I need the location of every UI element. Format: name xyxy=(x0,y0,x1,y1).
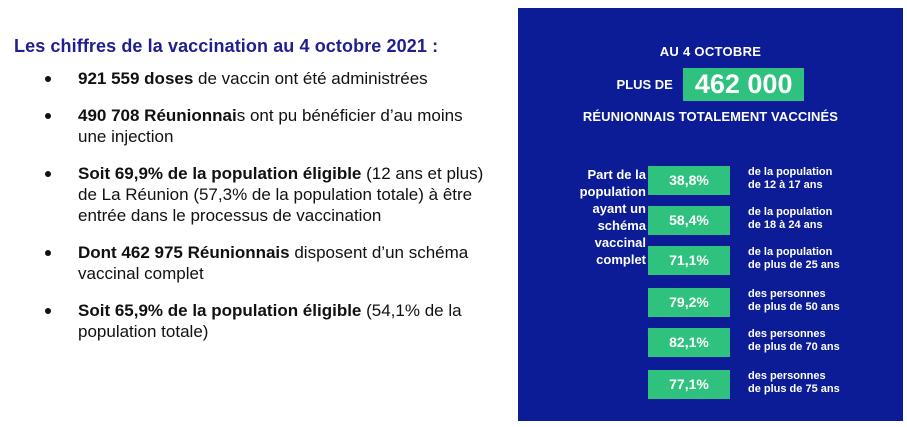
stat-description-line: de 12 à 17 ans xyxy=(748,179,823,191)
stat-description xyxy=(748,370,898,396)
bullet-text: de vaccin ont été administrées xyxy=(193,69,428,88)
headline-prefix: PLUS DE xyxy=(616,77,673,92)
stat-description xyxy=(748,288,898,314)
bullet-bold-text: Soit 65,9% de la population éligible xyxy=(78,301,362,320)
headline-number: 462 000 xyxy=(683,68,805,101)
bullet-bold-text: Dont 462 975 Réunionnais xyxy=(78,243,290,262)
stat-row xyxy=(648,206,898,235)
bullet-icon xyxy=(45,76,51,82)
stat-value: 38,8% xyxy=(648,166,730,195)
summary-list xyxy=(14,68,494,342)
list-item xyxy=(14,163,494,226)
stat-row xyxy=(648,370,898,399)
stat-row xyxy=(648,328,898,357)
side-label-line: population xyxy=(579,184,646,199)
stat-description-line: de la population xyxy=(748,206,833,218)
stat-value: 71,1% xyxy=(648,246,730,275)
bullet-text: (12 ans et plus) de La Réunion (57,3% de la population totale) à être entrée dans le processus de vaccination xyxy=(78,164,484,225)
bullet-bold-text: Soit 69,9% de la population éligible xyxy=(78,164,362,183)
stat-value: 58,4% xyxy=(648,206,730,235)
side-label-line: Part de la xyxy=(587,167,646,182)
side-label-line: ayant un xyxy=(592,201,646,216)
infographic-date: AU 4 OCTOBRE xyxy=(659,44,762,59)
side-label-line: complet xyxy=(596,252,646,267)
bullet-text: (54,1% de la population totale) xyxy=(78,301,462,341)
side-label-line: vaccinal xyxy=(594,235,646,250)
stat-row xyxy=(648,166,898,195)
vaccination-infographic xyxy=(518,8,903,421)
list-item xyxy=(14,68,494,89)
stat-description-line: de 18 à 24 ans xyxy=(748,219,823,231)
stat-description xyxy=(748,246,898,272)
stat-value: 82,1% xyxy=(648,328,730,357)
stat-description xyxy=(748,206,898,232)
stat-description-line: de plus de 25 ans xyxy=(748,259,840,271)
list-item xyxy=(14,242,494,284)
list-item xyxy=(14,300,494,342)
stat-description-line: de la population xyxy=(748,246,833,258)
summary-heading: Les chiffres de la vaccination au 4 octobre 2021 : xyxy=(14,36,439,56)
bullet-icon xyxy=(45,171,51,177)
stat-description-line: de plus de 70 ans xyxy=(748,341,840,353)
list-item xyxy=(14,105,494,147)
stat-row xyxy=(648,246,898,275)
bullet-bold-text: 921 559 doses xyxy=(78,69,194,88)
stat-description-line: de la population xyxy=(748,166,833,178)
side-label-line: schéma xyxy=(597,218,646,233)
summary-section xyxy=(14,36,494,358)
stat-row xyxy=(648,288,898,317)
stat-description-line: des personnes xyxy=(748,370,826,382)
stat-description-line: de plus de 50 ans xyxy=(748,301,840,313)
stat-description-line: de plus de 75 ans xyxy=(748,383,840,395)
stat-value: 79,2% xyxy=(648,288,730,317)
infographic-headline xyxy=(518,68,903,101)
stat-description-line: des personnes xyxy=(748,328,826,340)
bullet-bold-text: 490 708 Réunionnai xyxy=(78,106,237,125)
infographic-subtitle: RÉUNIONNAIS TOTALEMENT VACCINÉS xyxy=(582,109,839,124)
stat-value: 77,1% xyxy=(648,370,730,399)
bullet-text: s ont pu bénéficier d’au moins une injection xyxy=(78,106,463,146)
stat-description xyxy=(748,328,898,354)
stat-description xyxy=(748,166,898,192)
stat-description-line: des personnes xyxy=(748,288,826,300)
bullet-icon xyxy=(45,113,51,119)
bullet-icon xyxy=(45,250,51,256)
side-label xyxy=(548,166,646,268)
bullet-icon xyxy=(45,308,51,314)
bullet-text: disposent d’un schéma vaccinal complet xyxy=(78,243,469,283)
